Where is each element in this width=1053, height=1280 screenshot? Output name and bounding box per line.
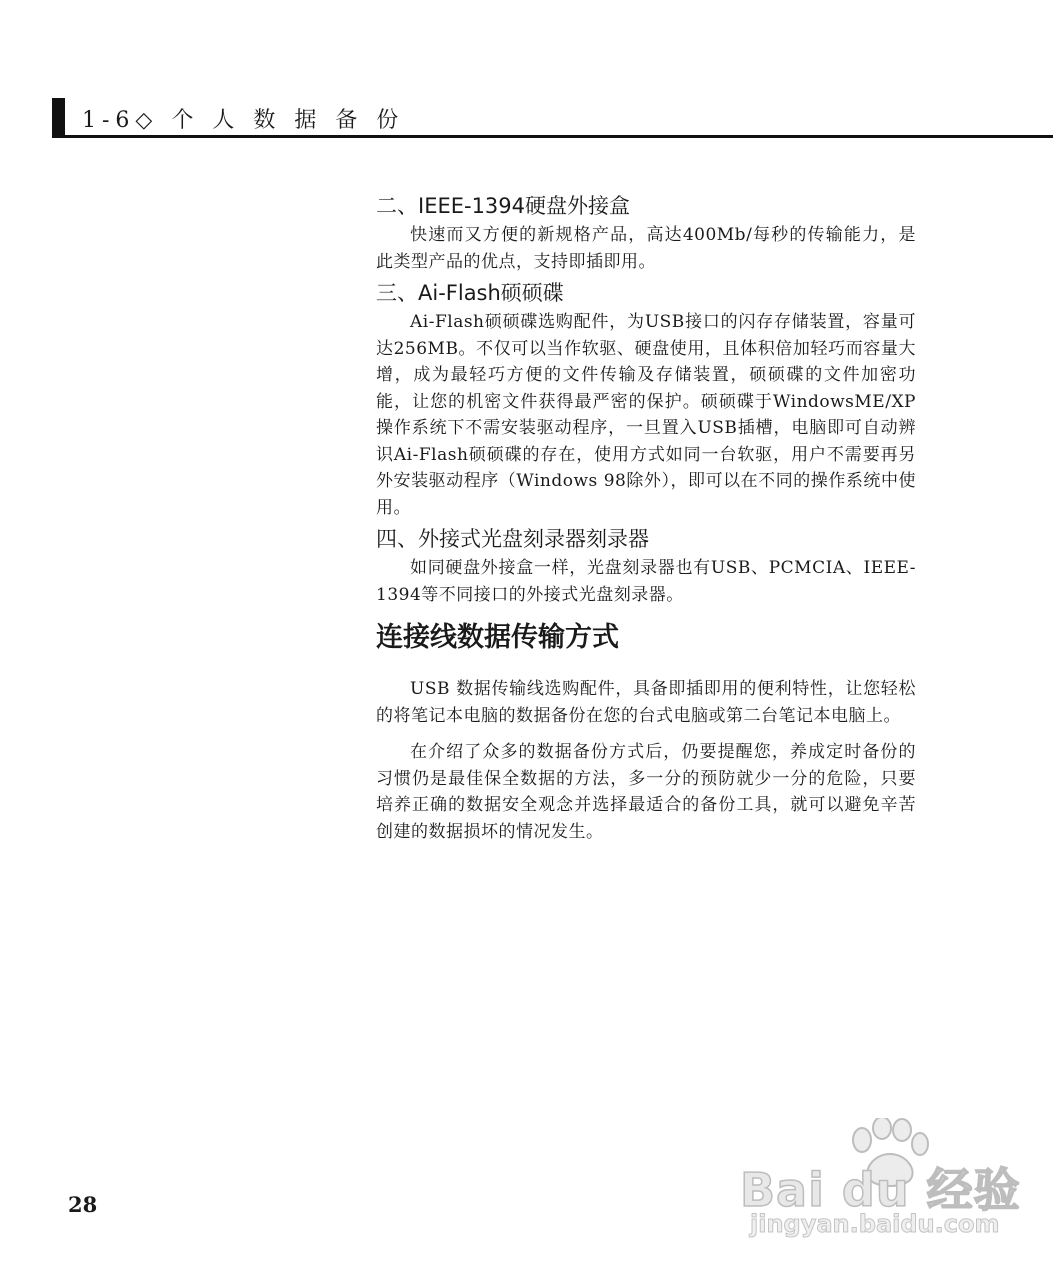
section-external-burner xyxy=(376,523,916,608)
page-number: 28 xyxy=(68,1192,98,1217)
section-heading: 二、IEEE-1394硬盘外接盒 xyxy=(376,194,631,218)
watermark-url: jingyan.baidu.com xyxy=(750,1210,1000,1238)
section-cable-transfer xyxy=(376,618,916,845)
section-paragraph: Ai-Flash硕硕碟选购配件，为USB接口的闪存存储装置，容量可达256MB。不仅可以当作软驱、硬盘使用，且体积倍加轻巧而容量大增，成为最轻巧方便的文件传输及存储装置，硕硕碟的文件加密功能，让您的机密文件获得最严密的保护。硕硕碟于WindowsME/XP操作系统下不需安装驱动程序，一旦置入USB插槽，电脑即可自动辨识Ai-Flash硕硕碟的存在，使用方式如同一台软驱，用户不需要再另外安装驱动程序（Windows 98除外），即可以在不同的操作系统中使用。 xyxy=(376,312,916,518)
baidu-jingyan-watermark xyxy=(740,1118,1021,1246)
section-ai-flash xyxy=(376,277,916,521)
header-title: 1-6◇ 个 人 数 据 备 份 xyxy=(82,108,405,133)
section-paragraph: 在介绍了众多的数据备份方式后，仍要提醒您，养成定时备份的习惯仍是最佳保全数据的方法，多一分的预防就少一分的危险，只要培养正确的数据安全观念并选择最适合的备份工具，就可以避免辛苦创建的数据损坏的情况发生。 xyxy=(376,742,916,842)
section-ieee1394 xyxy=(376,190,916,275)
running-header xyxy=(52,98,1053,138)
section-paragraph: 如同硬盘外接盒一样，光盘刻录器也有USB、PCMCIA、IEEE-1394等不同接口的外接式光盘刻录器。 xyxy=(376,558,916,605)
section-paragraph: 快速而又方便的新规格产品，高达400Mb/每秒的传输能力，是此类型产品的优点，支持即插即用。 xyxy=(376,225,916,272)
section-heading: 四、外接式光盘刻录器刻录器 xyxy=(376,527,649,551)
section-paragraph: USB 数据传输线选购配件，具备即插即用的便利特性，让您轻松的将笔记本电脑的数据备份在您的台式电脑或第二台笔记本电脑上。 xyxy=(376,679,916,726)
main-content xyxy=(376,190,916,847)
header-rule xyxy=(52,135,1053,138)
header-accent-bar xyxy=(52,98,65,138)
chapter-heading: 连接线数据传输方式 xyxy=(376,622,619,653)
section-heading: 三、Ai-Flash硕硕碟 xyxy=(376,281,564,305)
watermark-brand: Bai du 经验 xyxy=(740,1163,1021,1217)
